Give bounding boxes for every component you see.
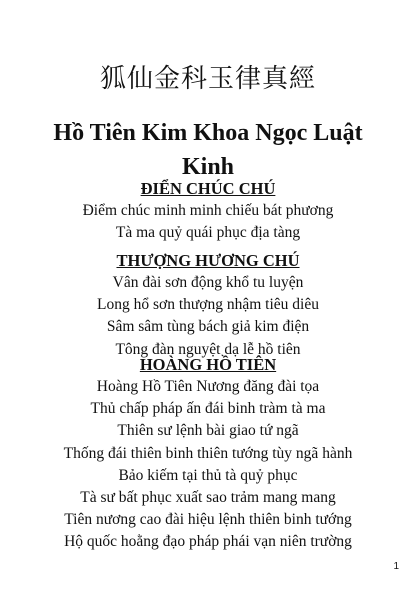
- verse-line: Thống đái thiên binh thiên tướng tùy ngã hành: [63, 444, 353, 462]
- section-dien-chuc-chu: [0, 178, 416, 244]
- verse-line: Điểm chúc minh minh chiếu bát phương: [82, 202, 334, 219]
- section-thuong-huong-chu: [0, 250, 416, 361]
- verse-line: Tông đàn nguyệt dạ lễ hồ tiên: [115, 340, 301, 358]
- verse-line: Thủ chấp pháp ấn đái binh tràm tà ma: [90, 400, 326, 418]
- verse-line: Long hổ sơn thượng nhậm tiêu diêu: [97, 296, 319, 314]
- verse-line: Tiên nương cao đài hiệu lệnh thiên binh tướng: [64, 511, 352, 529]
- verse-line: Bảo kiếm tại thủ tà quỷ phục: [118, 466, 298, 484]
- title-line-1: Hồ Tiên Kim Khoa Ngọc Luật: [53, 120, 363, 146]
- page-number: 1: [393, 561, 399, 572]
- section-hoang-ho-tien: [0, 354, 416, 554]
- verse-line: Tà sư bất phục xuất sao trảm mang mang: [80, 489, 336, 507]
- section-heading: THƯỢNG HƯƠNG CHÚ: [116, 251, 300, 270]
- verse-line: Hoàng Hồ Tiên Nương đăng đài tọa: [96, 378, 320, 395]
- verse-line: Tà ma quỷ quái phục địa tàng: [115, 224, 301, 242]
- section-heading: HOÀNG HỒ TIÊN: [139, 355, 277, 374]
- section-heading: ĐIỂN CHÚC CHÚ: [140, 179, 276, 198]
- chinese-title: 狐仙金科玉律真經: [99, 64, 316, 94]
- verse-line: Thiên sư lệnh bài giao tứ ngã: [117, 422, 299, 440]
- title-line-2: Kinh: [181, 154, 235, 180]
- page-title: [0, 116, 416, 184]
- verse-line: Vân đài sơn động khổ tu luyện: [112, 274, 304, 291]
- verse-line: Sâm sâm tùng bách giả kim điện: [106, 318, 310, 336]
- verse-line: Hộ quốc hoằng đạo pháp phái vạn niên trường: [64, 533, 352, 551]
